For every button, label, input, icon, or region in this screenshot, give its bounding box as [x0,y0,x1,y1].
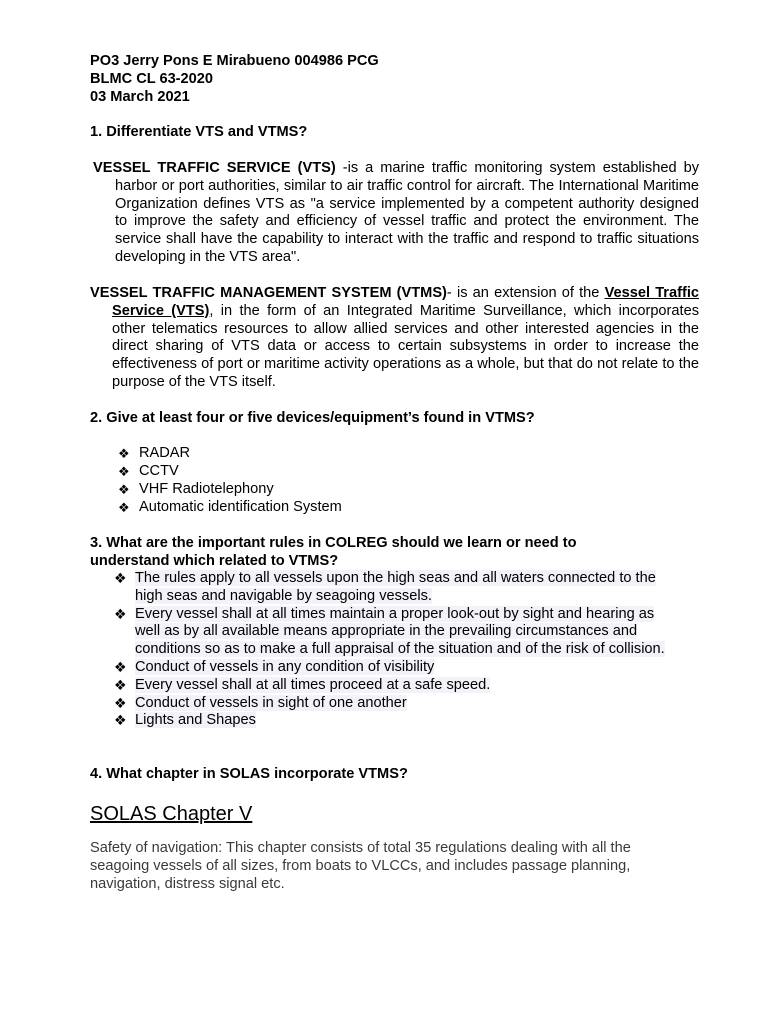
list-item: ❖ CCTV [118,463,179,479]
vts-term: VESSEL TRAFFIC SERVICE (VTS) [93,160,336,176]
diamond-bullet-icon: ❖ [118,482,130,497]
solas-chapter-description: Safety of navigation: This chapter consists of total 35 regulations dealing with all the seagoing vessels of all sizes, from boats to VLCCs, and includes passage planning, navigation, distress signal etc. [90,840,631,892]
diamond-bullet-icon: ❖ [118,446,130,461]
vtms-term: VESSEL TRAFFIC MANAGEMENT SYSTEM (VTMS) [90,285,447,301]
solas-chapter-title: SOLAS Chapter V [90,803,253,825]
list-item: ❖ Every vessel shall at all times proceed at a safe speed. [114,676,491,693]
question-2: 2. Give at least four or five devices/equipment’s found in VTMS? [90,410,535,426]
diamond-bullet-icon: ❖ [114,658,127,675]
list-item: ❖ VHF Radiotelephony [118,481,274,497]
vts-link[interactable]: Vessel Traffic Service (VTS) [112,285,699,319]
diamond-bullet-icon: ❖ [114,694,127,711]
date-line: 03 March 2021 [90,89,190,105]
diamond-bullet-icon: ❖ [118,500,130,515]
list-item: ❖ Conduct of vessels in any condition of visibility [114,658,435,675]
diamond-bullet-icon: ❖ [114,570,127,586]
list-item: ❖ Automatic identification System [118,499,342,515]
diamond-bullet-icon: ❖ [114,676,127,693]
question-3-line-1: 3. What are the important rules in COLREG should we learn or need to [90,535,577,551]
question-3-line-2: understand which related to VTMS? [90,552,339,569]
vtms-paragraph [90,285,699,392]
diamond-bullet-icon: ❖ [114,605,127,622]
list-item: ❖ Every vessel shall at all times maintain a proper look-out by sight and hearing as well as by all available means appropriate in the prevailing circumstances and conditions so as to make a full appraisal of the situation and of the risk of collision. [114,605,665,658]
vtms-dash: - is an extension of the [446,285,605,301]
list-item: ❖ Conduct of vessels in sight of one another [114,694,407,711]
class-line: BLMC CL 63-2020 [90,71,214,87]
vtms-definition: , in the form of an Integrated Maritime Surveillance, which incorporates other telematics resources to allow allied services and other interested agencies in the direct sharing of VTS data or access to certain subsystems in order to increase the effectiveness of port or maritime activity operations as a whole, but that do not relate to the purpose of the VTS itself. [112,302,699,390]
question-3 [90,535,710,571]
vtms-devices-list [118,445,518,517]
document-header [90,53,690,107]
list-item: ❖ RADAR [118,445,191,461]
question-1: 1. Differentiate VTS and VTMS? [90,124,308,140]
vts-paragraph [93,160,699,267]
list-item: ❖ Lights and Shapes [114,712,256,729]
list-item: ❖ The rules apply to all vessels upon the high seas and all waters connected to the high seas and navigable by seagoing vessels. [114,570,656,604]
diamond-bullet-icon: ❖ [114,712,127,729]
author-line: PO3 Jerry Pons E Mirabueno 004986 PCG [90,53,379,69]
diamond-bullet-icon: ❖ [118,464,130,479]
colreg-rules-list [114,570,679,730]
vts-definition: -is a marine traffic monitoring system established by harbor or port authorities, similar to air traffic control for aircraft. The International Maritime Organization defines VTS as "a service implemented by a competent authority designed to improve the safety and efficiency of vessel traffic and protect the environment. The service shall have the capability to interact with the traffic and respond to traffic situations developing in the VTS area". [115,160,699,265]
question-4: 4. What chapter in SOLAS incorporate VTMS? [90,766,408,782]
